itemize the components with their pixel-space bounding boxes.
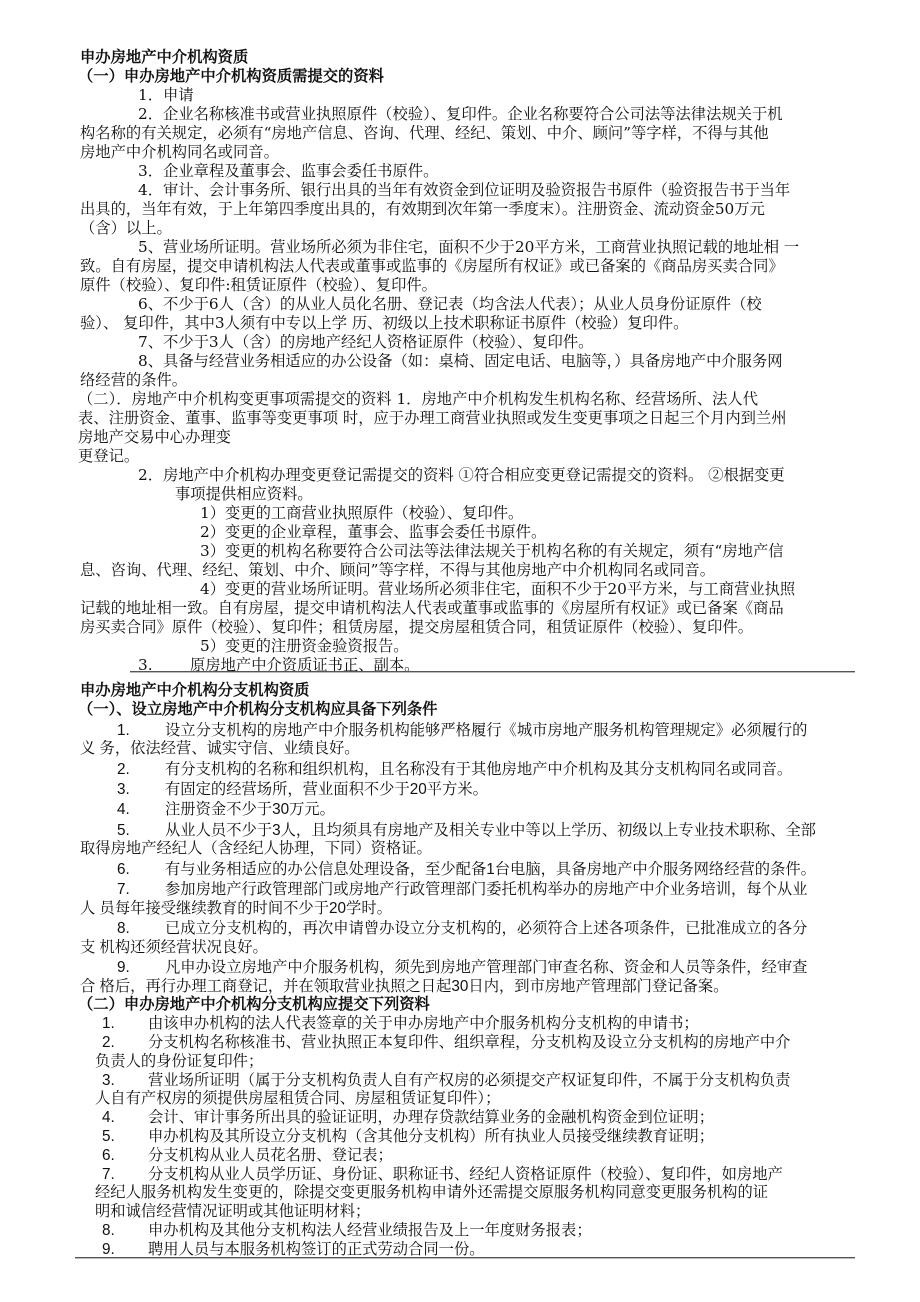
list-item-number: 8. <box>102 1221 115 1239</box>
subsection-heading: （一）申办房地产中介机构资质需提交的资料 <box>78 67 384 85</box>
list-item-line: 从业人员不少于3人，且均须具有房地产及相关专业中等以上学历、初级以上专业技术职称、全部 <box>165 821 816 839</box>
list-item-line: 构名称的有关规定，必须有“房地产信息、咨询、代理、经纪、策划、中介、顾问”等字样，不得与其他 <box>80 124 769 142</box>
list-item-number: 9. <box>117 959 130 977</box>
list-item-line: 8、具备与经营业务相适应的办公设备（如：桌椅、固定电话、电脑等，）具备房地产中介服务网 <box>138 352 783 370</box>
paragraph-line: 表、注册资金、董事、监事等变更事项 时，应于办理工商营业执照或发生变更事项之日起三个月内到兰州 <box>78 409 787 427</box>
list-item-number: 6. <box>117 860 130 878</box>
sub-list-item-line: 房买卖合同》原件（校验）、复印件；租赁房屋，提交房屋租赁合同，租赁证原件（校验）、复印件。 <box>80 618 754 636</box>
list-item-number: 5. <box>117 821 130 839</box>
list-item-line: 4．审计、会计事务所、银行出具的当年有效资金到位证明及验资报告书原件（验资报告书于当年 <box>138 181 791 199</box>
list-item-line: 注册资金不少于30万元。 <box>165 801 335 819</box>
list-item-line: 原件（校验）、复印件:租赁证原件（校验）、复印件。 <box>80 276 437 294</box>
section-title: 申办房地产中介机构资质 <box>80 48 249 66</box>
sub-list-item-line: 1）变更的工商营业执照原件（校验）、复印件。 <box>200 504 524 522</box>
list-item-number: 1. <box>102 1015 115 1033</box>
list-item-line: 5、营业场所证明。营业场所必须为非住宅，面积不少于20平方米，工商营业执照记载的地址相 一 <box>138 238 800 256</box>
paragraph-line: 更登记。 <box>78 447 140 465</box>
list-item-line: 有固定的经营场所，营业面积不少于20平方米。 <box>165 781 488 798</box>
subsection-heading: （一）、设立房地产中介机构分支机构应具备下列条件 <box>78 699 438 718</box>
list-item-line: （含）以上。 <box>80 219 172 237</box>
list-item-number: 3. <box>102 1071 115 1089</box>
list-item-line: 凡申办设立房地产中介服务机构，须先到房地产管理部门审查名称、资金和人员等条件，经审查 <box>165 959 808 977</box>
sub-list-item-line: 5）变更的注册资金验资报告。 <box>200 637 409 655</box>
paragraph-line: 2．房地产中介机构办理变更登记需提交的资料 ①符合相应变更登记需提交的资料。 ②根据变更 <box>138 466 785 484</box>
list-item-line: 3．企业章程及董事会、监事会委任书原件。 <box>138 162 439 180</box>
sub-list-item-line: 息、咨询、代理、经纪、策划、中介、顾问”等字样，不得与其他房地产中介机构同名或同音。 <box>80 561 715 579</box>
list-item-line: 会计、审计事务所出具的验证证明，办理存贷款结算业务的金融机构资金到位证明； <box>148 1109 714 1127</box>
list-item-number: 3. <box>138 656 153 674</box>
sub-list-item-line: 2）变更的企业章程，董事会、监事会委任书原件。 <box>200 523 547 541</box>
paragraph-line: 房地产交易中心办理变 <box>78 428 231 446</box>
list-item-number: 5. <box>102 1127 115 1145</box>
list-item-line: 人 员每年接受继续教育的时间不少于20学时。 <box>80 899 392 917</box>
list-item-line: 聘用人员与本服务机构签订的正式劳动合同一份。 <box>148 1240 485 1258</box>
list-item-line: 负责人的身份证复印件； <box>95 1052 264 1070</box>
list-item-line: 7、不少于3人（含）的房地产经纪人资格证原件（校验）、复印件。 <box>138 333 594 351</box>
list-item-line: 申办机构及其他分支机构法人经营业绩报告及上一年度财务报表； <box>148 1221 592 1239</box>
section-title: 申办房地产中介机构分支机构资质 <box>80 681 310 699</box>
sub-list-item-line: 记载的地址相一致。自有房屋，提交申请机构法人代表或董事或监事的《房屋所有权证》或已备案《商品 <box>80 599 784 617</box>
list-item-number: 4. <box>102 1109 115 1127</box>
sub-list-item-line: 4）变更的营业场所证明。营业场所必须非住宅，面积不少于20平方米，与工商营业执照 <box>200 580 796 598</box>
list-item-line: 设立分支机构的房地产中介服务机构能够严格履行《城市房地产服务机构管理规定》必须履行的 <box>165 721 808 739</box>
list-item-line: 2．企业名称核准书或营业执照原件（校验）、复印件。企业名称要符合公司法等法律法规关于机 <box>138 105 783 123</box>
list-item-line: 验）、 复印件，其中3人须有中专以上学 历、初级以上技术职称证书原件（校验）复印件。 <box>80 314 689 332</box>
section-divider <box>75 1257 855 1259</box>
list-item-line: 由该申办机构的法人代表签章的关于申办房地产中介服务机构分支机构的申请书； <box>148 1015 699 1033</box>
list-item-line: 合 格后，再行办理工商登记，并在领取营业执照之日起30日内，到市房地产管理部门登记备案。 <box>80 978 729 995</box>
list-item-number: 2. <box>117 760 130 778</box>
list-item-number: 2. <box>102 1033 115 1051</box>
list-item-line: 取得房地产经纪人（含经纪人协理，下同）资格证。 <box>80 840 432 858</box>
list-item-line: 分支机构从业人员花名册、登记表； <box>148 1146 393 1164</box>
paragraph-line: （二）．房地产中介机构变更事项需提交的资料 1．房地产中介机构发生机构名称、经营场所、法人代 <box>78 390 759 408</box>
list-item-line: 原房地产中介资质证书正、副本。 <box>190 656 420 674</box>
sub-list-item-line: 3）变更的机构名称要符合公司法等法律法规关于机构名称的有关规定，须有“房地产信 <box>200 542 784 560</box>
list-item-number: 6. <box>102 1146 115 1164</box>
list-item-line: 支 机构还须经营状况良好。 <box>80 938 268 956</box>
list-item-line: 络经营的条件。 <box>80 371 188 389</box>
list-item-line: 有分支机构的名称和组织机构，且名称没有于其他房地产中介机构及其分支机构同名或同音。 <box>165 760 793 778</box>
list-item-line: 参加房地产行政管理部门或房地产行政管理部门委托机构举办的房地产中介业务培训，每个从业 <box>165 881 808 898</box>
list-item-number: 4. <box>117 801 130 819</box>
list-item-number: 1. <box>117 721 130 739</box>
list-item-line: 义 务，依法经营、诚实守信、业绩良好。 <box>80 740 360 758</box>
list-item-line: 出具的，当年有效，于上年第四季度出具的，有效期到次年第一季度末）。注册资金、流动资金50万元 <box>80 200 765 218</box>
list-item-line: 明和诚信经营情况证明或其他证明材料； <box>95 1203 371 1221</box>
section-divider <box>130 671 855 673</box>
list-item-line: 致。自有房屋，提交申请机构法人代表或董事或监事的《房屋所有权证》或已备案的《商品房买卖合同》 <box>80 257 784 275</box>
subsection-heading: （二）申办房地产中介机构分支机构应提交下列资料 <box>78 995 430 1014</box>
list-item-number: 7. <box>117 881 130 898</box>
list-item-number: 7. <box>102 1165 115 1183</box>
list-item-line: 1．申请 <box>138 86 194 104</box>
list-item-line: 分支机构从业人员学历证、身份证、职称证书、经纪人资格证原件（校验）、复印件，如房地产 <box>148 1165 783 1183</box>
list-item-line: 有与业务相适应的办公信息处理设备，至少配备1台电脑，具备房地产中介服务网络经营的条件。 <box>165 860 816 878</box>
list-item-number: 3. <box>117 781 130 798</box>
list-item-line: 分支机构名称核准书、营业执照正本复印件、组织章程，分支机构及设立分支机构的房地产中介 <box>148 1033 791 1051</box>
list-item-number: 8. <box>117 920 130 938</box>
list-item-number: 9. <box>102 1240 115 1258</box>
list-item-line: 营业场所证明（属于分支机构负责人自有产权房的必须提交产权证复印件，不属于分支机构负责 <box>148 1071 791 1089</box>
list-item-line: 6、不少于6人（含）的从业人员化名册、登记表（均含法人代表）；从业人员身份证原件（校 <box>138 295 762 313</box>
list-item-line: 人自有产权房的须提供房屋租赁合同、房屋租赁证复印件）； <box>95 1090 501 1108</box>
paragraph-line: 事项提供相应资料。 <box>175 485 313 503</box>
list-item-line: 经纪人服务机构发生变更的，除提交变更服务机构申请外还需提交原服务机构同意变更服务机构的证 <box>95 1184 769 1202</box>
list-item-line: 申办机构及其所设立分支机构（含其他分支机构）所有执业人员接受继续教育证明； <box>148 1127 714 1145</box>
list-item-line: 房地产中介机构同名或同音。 <box>80 143 279 161</box>
list-item-line: 已成立分支机构的，再次申请曾办设立分支机构的，必须符合上述各项条件，已批准成立的各分 <box>165 920 808 938</box>
